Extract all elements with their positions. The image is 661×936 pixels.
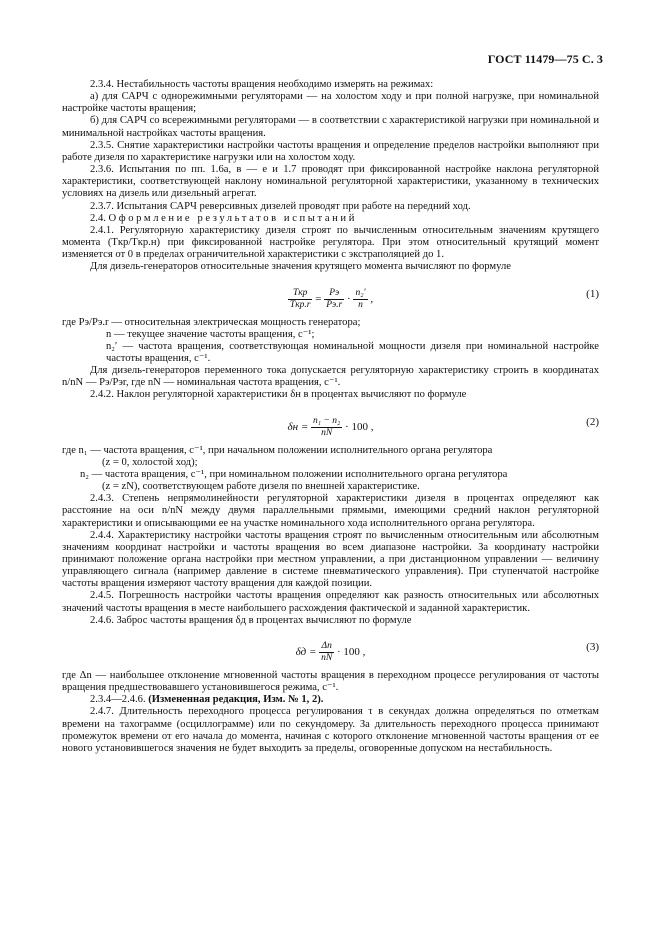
paragraph-2-3-5: 2.3.5. Снятие характеристики настройки частоты вращения и определение пределов настройки выполняют при работе дизеля по характеристике нагрузки или на холостом ходу. <box>62 139 599 163</box>
formula-1-power-ratio: $\frac{Pэ}{Pэ.r}$ <box>326 287 343 310</box>
where-1-a: где Pэ/Pэ.r — относительная электрическая мощность генератора; <box>62 316 361 328</box>
page-header: ГОСТ 11479—75 С. 3 <box>487 52 603 66</box>
where-2-b2: (z = zN), соответствующем работе дизеля по внешней характеристике. <box>102 481 420 493</box>
paragraph-2-4-7: 2.4.7. Длительность переходного процесса регулирования τ в секундах должна определяться по отметкам времени на тахограмме (осциллограмме) или по секундомеру. За длительность переходного процесса принимают промежуток времени от его начала до момента, начиная с которого отклонение мгновенной частоты вращения от ее нового установившегося значения не будет выходить за пределы, оговоренные допуском на нестабильность. <box>62 706 599 754</box>
where-1-b: n — текущее значение частоты вращения, с⁻¹; <box>106 328 315 340</box>
paragraph-2-4-1-b: Для дизель-генераторов относительные значения крутящего момента вычисляют по формуле <box>90 261 511 273</box>
paragraph-2-4-6: 2.4.6. Заброс частоты вращения δд в процентах вычисляют по формуле <box>90 614 412 626</box>
where-2-a: где n₁ — частота вращения, с⁻¹, при начальном положении исполнительного органа регулятора <box>62 444 493 456</box>
paragraph-2-4-1: 2.4.1. Регуляторную характеристику дизеля строят по вычисленным относительным значениям крутящего момента (Tкр/Tкр.н) при фиксированной настройке регулятора. При этом относительный крутящий момент изменяется от 0 в пределах ограничительной характеристики с экстраполяцией до 1. <box>62 224 599 261</box>
where-2-a2: (z = 0, холостой ход); <box>102 456 198 468</box>
section-2-4-heading <box>62 213 599 225</box>
revision-note: 2.3.4—2.4.6. (Измененная редакция, Изм. № 1, 2). <box>90 694 324 706</box>
document-body <box>62 79 599 755</box>
formula-1: $\frac{\text{Tкр}}{\text{Tкр.r}}$ = $\frac{Pэ}{Pэ.r}$ · $\frac{\text{n₂′}}{n}$ , (1) <box>289 287 599 310</box>
paragraph-2-4-4: 2.4.4. Характеристику настройки частоты вращения строят по вычисленным относительным или абсолютным значениям координат настройки и частоты вращения во всем диапазоне настройки. За координату настройки принимают положение органа настройки при местном управлении, а при дистанционном управлении — величину управляющего сигнала (например давление в системе пневматического управления). При ступенчатой настройке частоты вращения измеряют частоту вращения для каждой позиции. <box>62 529 599 590</box>
formula-1-number: (1) <box>586 287 599 300</box>
where-2-b: n₂ — частота вращения, с⁻¹, при номинальном положении исполнительного органа регулятора <box>80 468 508 480</box>
formula-2-number: (2) <box>586 415 599 428</box>
paragraph-2-4-3: 2.4.3. Степень непрямолинейности регуляторной характеристики дизеля в процентах определяют как расстояние на оси n/nN между двумя параллельными прямыми, имеющими средний наклон регуляторной характеристики и описывающими ее на участке номинального хода исполнительного органа регулятора. <box>62 493 599 529</box>
formula-2: δн = $\frac{\text{n₁ − n₂}}{nN}$ · 100 , (2) <box>287 415 599 438</box>
formula-2-fraction: $\frac{\text{n₁ − n₂}}{nN}$ <box>313 415 341 438</box>
formula-1-lhs: $\frac{\text{Tкр}}{\text{Tкр.r}}$ <box>289 287 311 310</box>
formula-1-speed-ratio: $\frac{\text{n₂′}}{n}$ <box>355 287 366 310</box>
section-title: Оформление результатов испытаний <box>108 212 357 224</box>
section-number: 2.4. <box>90 212 106 224</box>
paragraph-2-4-1-c: Для дизель-генераторов переменного тока допускается регуляторную характеристику строить в координатах n/nN — Pэ/Pэr, где nN — номинальная частота вращения, с⁻¹. <box>62 365 599 389</box>
paragraph-2-4-2: 2.4.2. Наклон регуляторной характеристики δн в процентах вычисляют по формуле <box>90 389 467 401</box>
formula-3-fraction: $\frac{\Delta n}{nN}$ <box>321 640 333 663</box>
formula-3: δд = $\frac{\Delta n}{nN}$ · 100 , (3) <box>295 640 599 663</box>
paragraph-2-3-7: 2.3.7. Испытания САРЧ реверсивных дизелей проводят при работе на передний ход. <box>90 200 471 212</box>
where-3: где Δn — наибольшее отклонение мгновенной частоты вращения в переходном процессе регулирования от частоты вращения предшествовавшего установившегося режима, с⁻¹. <box>62 669 599 694</box>
paragraph-2-3-4-b: б) для САРЧ со всережимными регуляторами — в соответствии с характеристикой нагрузки при номинальной и минимальной настройках частоты вращения. <box>62 115 599 139</box>
where-1-c: n₂′ — частота вращения, соответствующая номинальной мощности дизеля при номинальной настройке частоты вращения, с⁻¹. <box>106 340 599 364</box>
paragraph-2-4-5: 2.4.5. Погрешность настройки частоты вращения определяют как разность относительных или абсолютных значений частоты вращения в месте наибольшего расхождения фактической и заданной характеристик. <box>62 590 599 614</box>
paragraph-2-3-4-a: а) для САРЧ с однорежимными регуляторами — на холостом ходу и при полной нагрузке, при номинальной настройке частоты вращения; <box>62 91 599 115</box>
paragraph-2-3-6: 2.3.6. Испытания по пп. 1.6а, в — е и 1.7 проводят при фиксированной настройке наклона регуляторной характеристики, соответствующей наклону номинальной регуляторной характеристики, указанному в технических условиях на дизель или дизельный агрегат. <box>62 164 599 200</box>
paragraph-2-3-4: 2.3.4. Нестабильность частоты вращения необходимо измерять на режимах: <box>90 79 434 90</box>
formula-3-number: (3) <box>586 640 599 653</box>
